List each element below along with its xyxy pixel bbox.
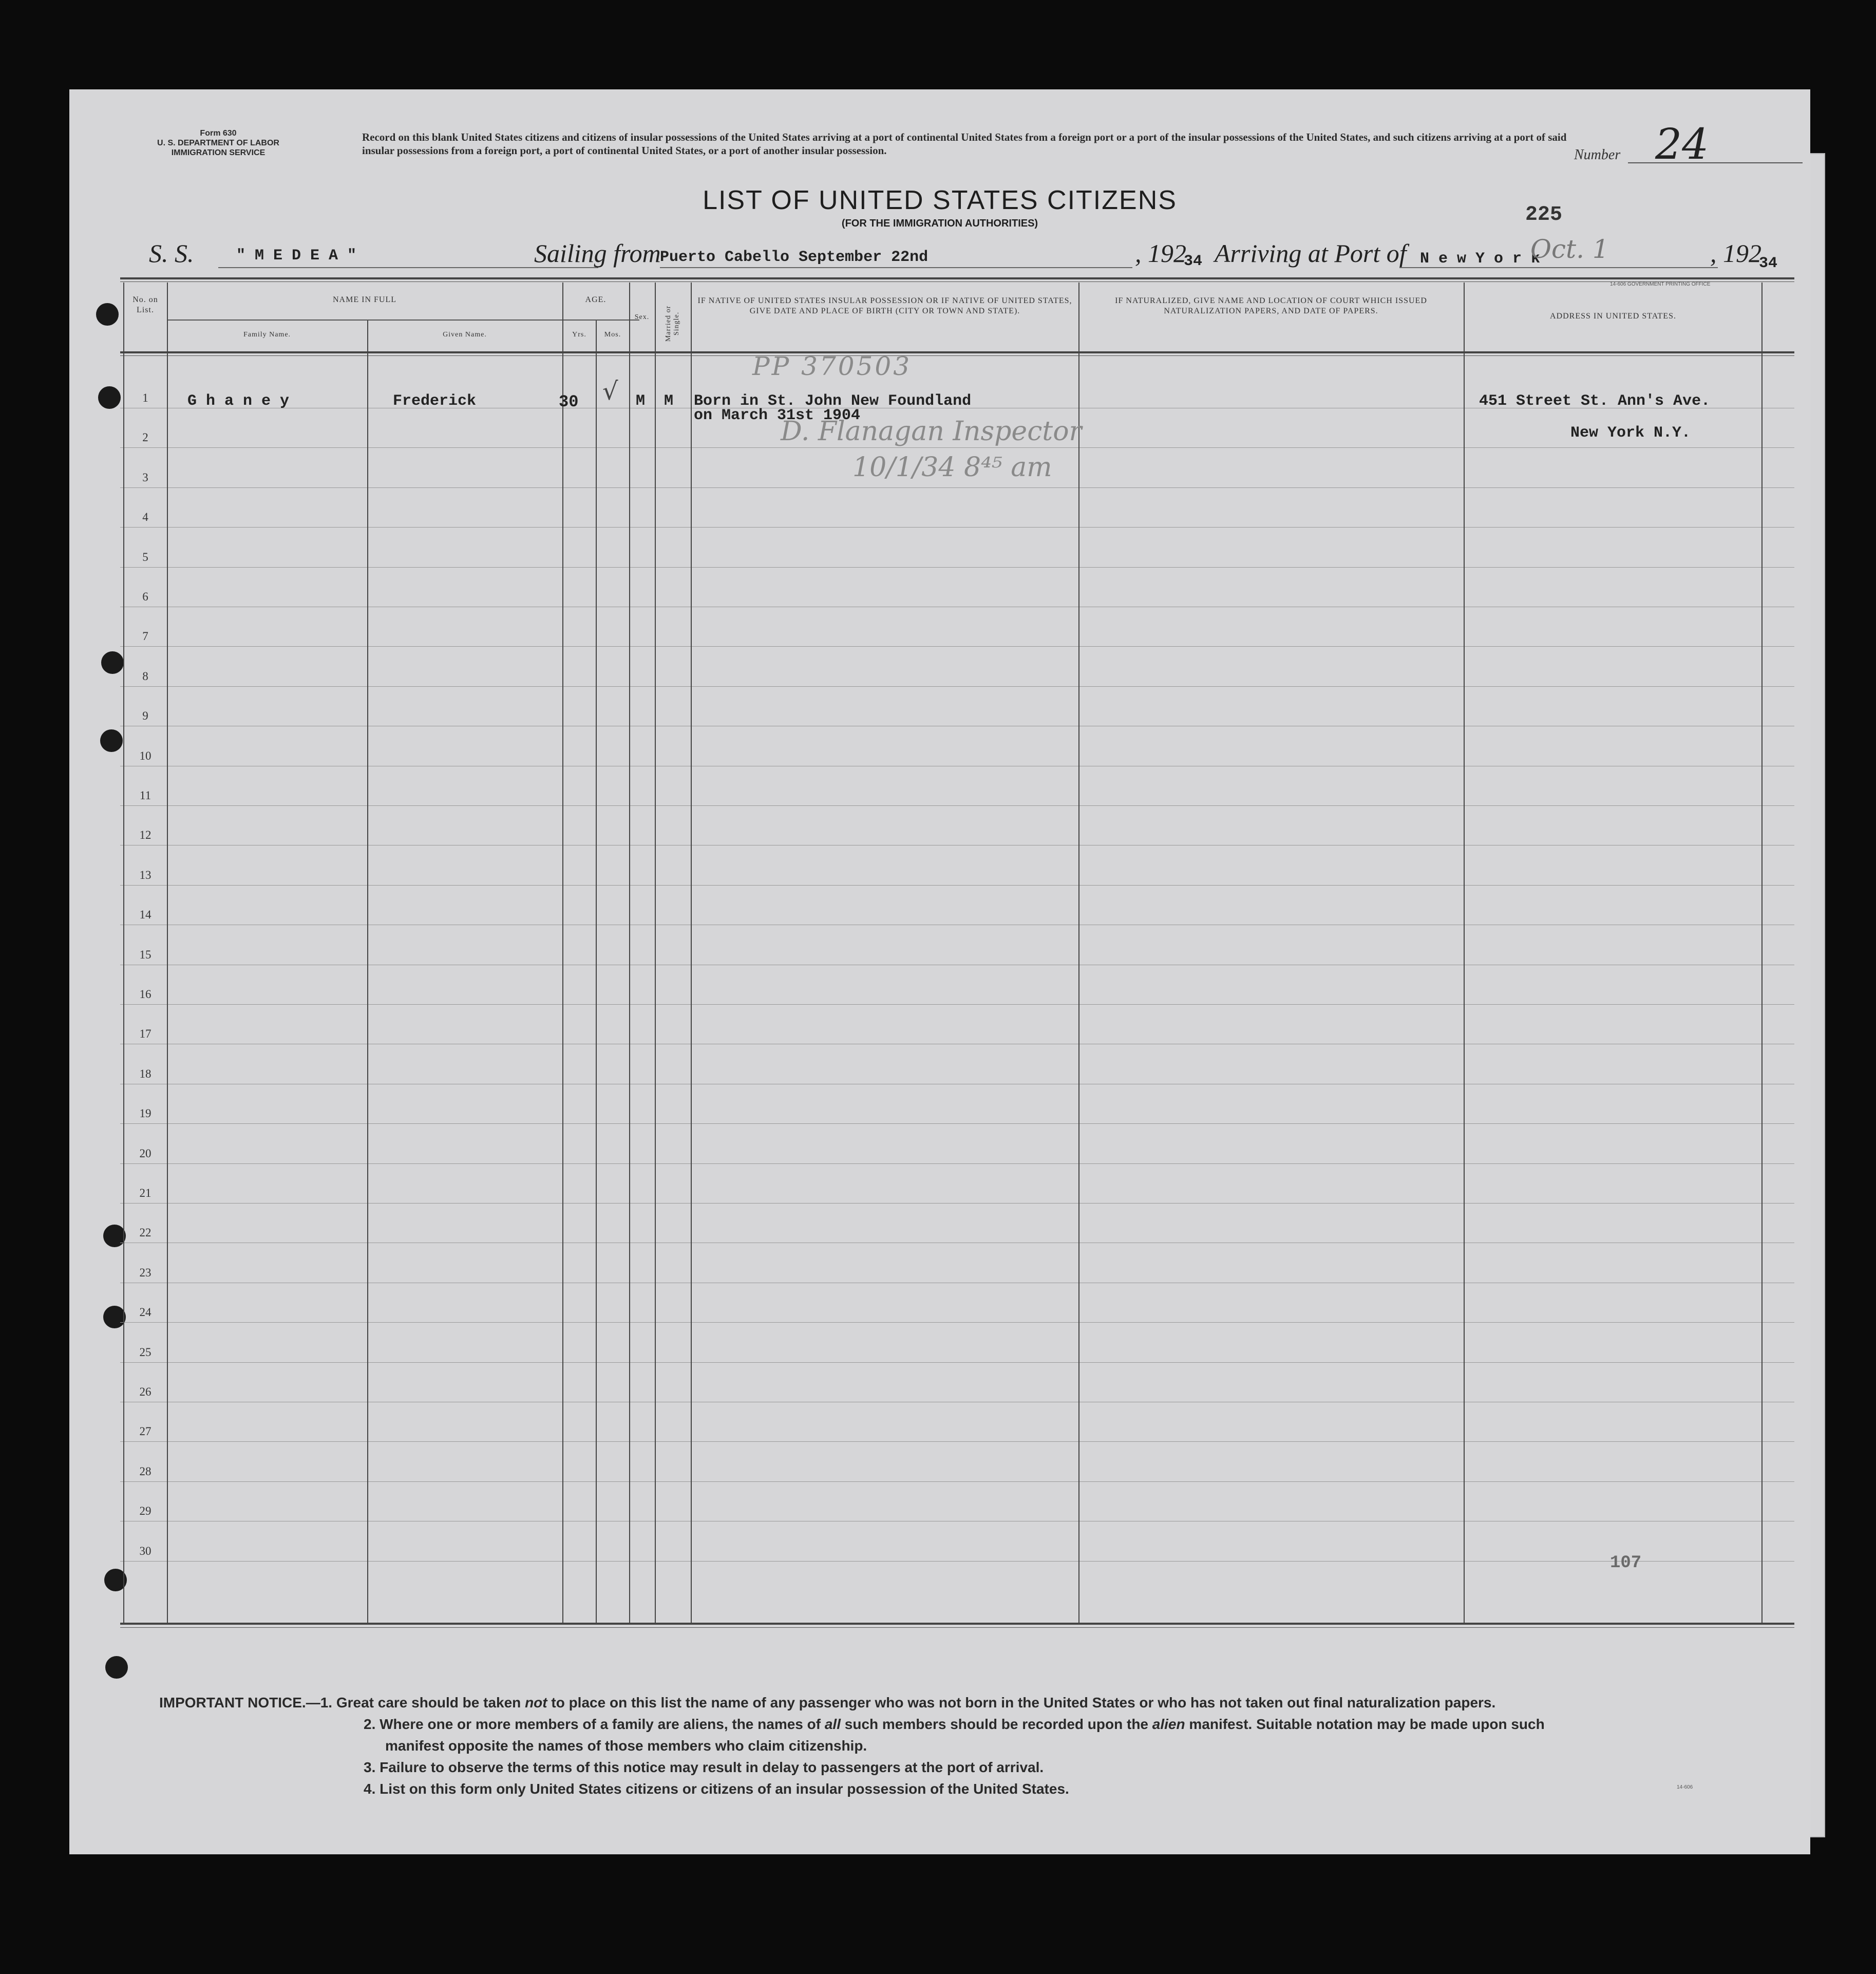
col-line: [1464, 283, 1465, 1623]
row-line: [120, 1481, 1794, 1482]
row-number: 23: [139, 1266, 151, 1279]
row-number: 3: [142, 471, 148, 484]
punch-hole: [100, 729, 123, 752]
punch-hole: [103, 1225, 126, 1247]
row-line: [120, 1123, 1794, 1124]
entry-family-name: G h a n e y: [187, 392, 290, 410]
manifest-page: [69, 89, 1810, 1854]
file-number-annotation: PP 370503: [752, 351, 912, 381]
table-bottom-rule: [120, 1623, 1794, 1625]
row-line: [120, 885, 1794, 886]
sailing-underline: [660, 267, 1132, 268]
notice-item-3: 3. Failure to observe the terms of this notice may result in delay to passengers at the port of arrival.: [364, 1759, 1044, 1775]
notice-text: 1. Great care should be taken: [320, 1695, 525, 1710]
row-number: 7: [142, 630, 148, 643]
row-number: 2: [142, 431, 148, 444]
row-number: 13: [139, 869, 151, 881]
sailing-label: Sailing from: [534, 239, 661, 268]
entry-given-name: Frederick: [393, 392, 477, 410]
number-label: Number: [1574, 147, 1621, 163]
entry-sex: M: [636, 392, 646, 410]
print-code-bottom: 14-606: [1677, 1784, 1693, 1790]
row-number: 9: [142, 709, 148, 722]
row-number: 11: [139, 789, 151, 802]
row-number: 19: [139, 1107, 151, 1120]
table-top-rule-2: [120, 281, 1794, 282]
header-married-or-single: Married or Single.: [665, 305, 680, 342]
header-given-name: Given Name.: [443, 331, 487, 339]
row-number: 30: [139, 1545, 151, 1557]
row-number: 6: [142, 590, 148, 603]
row-number: 14: [139, 908, 151, 921]
page-number-stamp: 107: [1610, 1553, 1642, 1573]
notice-item-2-cont: manifest opposite the names of those members who claim citizenship.: [385, 1738, 867, 1754]
notice-text: 2. Where one or more members of a family are aliens, the names of: [364, 1716, 825, 1732]
row-line: [120, 527, 1794, 528]
punch-hole: [101, 651, 124, 674]
year-prefix-2: , 192: [1710, 239, 1761, 268]
col-line: [123, 283, 124, 1623]
punch-hole: [105, 1656, 128, 1679]
header-naturalized-info: IF NATURALIZED, GIVE NAME AND LOCATION OF COURT WHICH ISSUED NATURALIZATION PAPERS, AND DATE OF PAPERS.: [1115, 296, 1427, 315]
entry-age-mark: √: [602, 377, 618, 406]
header-bottom-rule-2: [120, 355, 1794, 356]
row-number: 1: [142, 391, 148, 404]
row-number: 17: [139, 1027, 151, 1040]
ship-name: " M E D E A ": [236, 247, 357, 265]
timestamp-annotation: 10/1/34 8⁴⁵ am: [852, 452, 1052, 483]
row-line: [120, 447, 1794, 448]
row-line: [120, 1441, 1794, 1442]
entry-birth-line-2: on March 31st 1904: [694, 407, 861, 424]
row-line: [120, 487, 1794, 488]
year-prefix-1: , 192: [1135, 239, 1186, 268]
row-line: [120, 1163, 1794, 1164]
row-number: 15: [139, 948, 151, 961]
row-number: 24: [139, 1306, 151, 1319]
punch-hole: [96, 303, 119, 326]
year-1: 34: [1184, 253, 1203, 270]
header-yrs: Yrs.: [572, 331, 586, 339]
entry-birth-line-1: Born in St. John New Foundland: [694, 392, 972, 410]
col-line: [691, 283, 692, 1623]
important-notice: [159, 1692, 1792, 1800]
row-number: 18: [139, 1067, 151, 1080]
row-line: [120, 646, 1794, 647]
col-line: [367, 321, 368, 1623]
col-line: [596, 321, 597, 1623]
form-instructions: Record on this blank United States citizens and citizens of insular possessions of the United States arriving at a port of continental United States from a foreign port or a port of the insular possessions of the United States, and such citizens arriving at a port of said insular possessions from a foreign port, a port of continental United States, or a port of another insular possession.: [362, 131, 1567, 157]
col-line: [562, 283, 563, 1623]
table-bottom-rule-2: [120, 1627, 1794, 1628]
row-number: 16: [139, 988, 151, 1001]
row-number: 28: [139, 1465, 151, 1478]
row-number: 4: [142, 511, 148, 523]
entry-address-line-2: New York N.Y.: [1570, 424, 1691, 442]
header-family-name: Family Name.: [243, 331, 291, 339]
row-line: [120, 1362, 1794, 1363]
row-number: 20: [139, 1147, 151, 1160]
number-underline: [1628, 162, 1803, 163]
row-line: [120, 1004, 1794, 1005]
stamp-number: 225: [1525, 203, 1563, 227]
entry-age-yrs: 30: [559, 392, 579, 411]
form-number: Form 630: [200, 129, 237, 138]
entry-marital: M: [664, 392, 674, 410]
row-line: [120, 805, 1794, 806]
header-address: ADDRESS IN UNITED STATES.: [1550, 312, 1676, 321]
print-code-top: [1610, 281, 1710, 287]
header-sex: Sex.: [634, 313, 650, 321]
notice-emphasis: all: [824, 1716, 841, 1732]
form-subtitle: (FOR THE IMMIGRATION AUTHORITIES): [841, 218, 1038, 229]
punch-hole: [98, 386, 121, 409]
entry-address-line-1: 451 Street St. Ann's Ave.: [1479, 392, 1711, 410]
row-number: 5: [142, 551, 148, 563]
col-line: [629, 283, 630, 1623]
row-line: [120, 1203, 1794, 1204]
row-line: [120, 567, 1794, 568]
date-underline: [1502, 267, 1718, 268]
row-number: 10: [139, 749, 151, 762]
header-age: AGE.: [585, 295, 607, 304]
col-line: [1078, 283, 1079, 1623]
year-2: 34: [1759, 255, 1778, 272]
header-bottom-rule: [120, 351, 1794, 353]
row-number: 8: [142, 670, 148, 683]
form-title: LIST OF UNITED STATES CITIZENS: [703, 185, 1177, 215]
punch-hole: [103, 1306, 126, 1328]
printing-office: GOVERNMENT PRINTING OFFICE: [1627, 281, 1711, 287]
notice-emphasis: alien: [1152, 1716, 1185, 1732]
row-line: [120, 1561, 1794, 1562]
header-mos: Mos.: [604, 331, 621, 339]
row-number: 27: [139, 1425, 151, 1438]
form-identifier: [141, 128, 295, 158]
col-line: [167, 283, 168, 1623]
header-no-on-list: No. on List.: [132, 295, 158, 314]
notice-emphasis: not: [525, 1695, 547, 1710]
row-number: 29: [139, 1505, 151, 1517]
print-code: 14-606: [1610, 281, 1626, 287]
row-number: 22: [139, 1226, 151, 1239]
notice-heading: IMPORTANT NOTICE.—: [159, 1695, 320, 1710]
notice-text: such members should be recorded upon the: [841, 1716, 1152, 1732]
notice-item-4: 4. List on this form only United States citizens or citizens of an insular possession of the United States.: [364, 1781, 1069, 1797]
row-line: [120, 686, 1794, 687]
arrival-date: Oct. 1: [1530, 234, 1609, 264]
inspector-annotation: D. Flanagan Inspector: [781, 416, 1082, 447]
col-line: [655, 283, 656, 1623]
sailing-from: Puerto Cabello September 22nd: [660, 249, 928, 266]
row-line: [120, 1322, 1794, 1323]
col-line: [1761, 283, 1763, 1623]
row-number: 25: [139, 1346, 151, 1359]
department-name: U. S. DEPARTMENT OF LABOR: [157, 139, 279, 147]
row-number: 26: [139, 1385, 151, 1398]
notice-item-2: [159, 1714, 1792, 1735]
row-number: 12: [139, 829, 151, 841]
notice-item-1: [159, 1692, 1792, 1714]
ss-label: S. S.: [149, 239, 194, 268]
service-name: IMMIGRATION SERVICE: [171, 148, 266, 157]
header-name-in-full: NAME IN FULL: [333, 295, 396, 304]
list-number: 24: [1655, 120, 1709, 169]
header-native-info: IF NATIVE OF UNITED STATES INSULAR POSSESSION OR IF NATIVE OF UNITED STATES, GIVE DATE AND PLACE OF BIRTH (CITY OR TOWN AND STATE).: [697, 296, 1072, 315]
notice-text: to place on this list the name of any passenger who was not born in the United States or who has not taken out final naturalization papers.: [547, 1695, 1496, 1710]
row-number: 21: [139, 1187, 151, 1199]
table-top-rule: [120, 277, 1794, 279]
notice-text: manifest. Suitable notation may be made upon such: [1185, 1716, 1545, 1732]
arrival-port: N e w Y o r k: [1420, 250, 1541, 268]
arriving-label: Arriving at Port of: [1215, 239, 1407, 268]
